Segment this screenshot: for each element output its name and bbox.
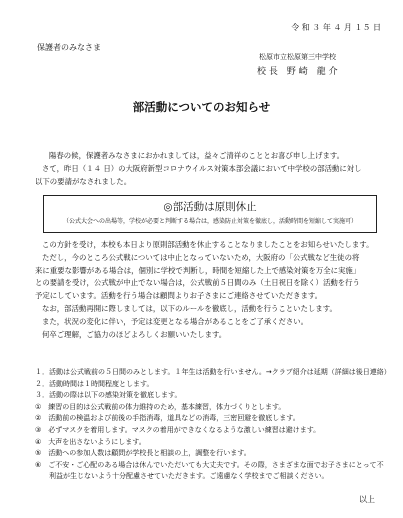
body-line: なお，部活動再開に際しましては，以下のルールを徹底し，活動を行うこといたします。 bbox=[42, 303, 337, 313]
rule-item: １．活動は公式戦前の５日間のみとします。１年生は活動を行いません。→クラブ紹介は延期（詳細は後日連絡） bbox=[35, 368, 391, 376]
closing-mark: 以上 bbox=[359, 495, 375, 504]
rule-subitem: ② 活動前の検温および前後の手指消毒，道具などの消毒，三密回避を徹底します。 bbox=[35, 414, 300, 423]
body-line: 来に重要な影響がある場合は，個別に学校で判断し，時間を短縮した上で感染対策を万全に実施」 bbox=[35, 265, 361, 275]
school-name: 松原市立松原第三中学校 bbox=[259, 53, 336, 61]
body-line: との要請を受け，公式戦が中止でない場合は，公式戦前５日間のみ（土日祝日を除く）活動を行う bbox=[35, 278, 360, 288]
body-line: また，状況の変化に伴い，予定は変更となる場合があることをご了承ください。 bbox=[42, 316, 309, 326]
rule-subitem: 利益が生じないよう十分配慮させていただきます。ご遠慮なく学校までご相談ください。 bbox=[35, 472, 329, 481]
rule-item: ３．活動の際は以下の感染対策を徹底します。 bbox=[35, 391, 182, 400]
intro-line: 陽春の候，保護者みなさまにおかれましては，益々ご清祥のこととお喜び申し上げます。 bbox=[49, 151, 345, 160]
intro-paragraph bbox=[35, 150, 385, 188]
issue-date: 令 和 ３ 年 ４ 月 １５ 日 bbox=[291, 23, 381, 32]
document-title: 部活動についてのお知らせ bbox=[132, 100, 271, 114]
rule-subitem: ③ 必ずマスクを着用します。マスクの着用ができなくなるような激しい練習は避けます。 bbox=[35, 425, 321, 434]
rule-subitem: ① 練習の目的は公式戦前の体力維持のため，基本練習，体力づくりとします。 bbox=[35, 402, 286, 411]
rule-subitem: ⑤ 活動への参加人数は顧問が学校長と相談の上，調整を行います。 bbox=[35, 449, 251, 458]
body-line: 何卒ご理解，ご協力のほどよろしくお願いいたします。 bbox=[42, 329, 227, 339]
rule-subitem: ④ 大声を出さないようにします。 bbox=[35, 437, 146, 446]
recipient-line: 保護者のみなさま bbox=[37, 43, 101, 52]
body-line: ただし，今のところ公式戦については中止となっていないため，大阪府の「公式戦など生徒の将 bbox=[42, 252, 360, 262]
rule-subitem: ⑥ ご不安・ご心配のある場合は休んでいただいても大丈夫です。その際，さまざまな面でお子さまにとって不 bbox=[35, 460, 384, 469]
rules-list bbox=[35, 367, 391, 483]
policy-headline: ◎部活動は原則休止 bbox=[163, 201, 257, 213]
intro-line: さて，昨日（１４ 日）の大阪府新型コロナウイルス対策本部会議において中学校の部活動に対し bbox=[42, 163, 362, 173]
body-line: 予定にしています。活動を行う場合は顧問よりお子さまにご連絡させていただきます。 bbox=[35, 291, 323, 301]
principal-name: 校 長 野 崎 龍 介 bbox=[257, 67, 338, 77]
policy-box bbox=[43, 195, 377, 233]
rule-item: ２．活動時間は１時間程度とします。 bbox=[35, 379, 154, 388]
body-paragraph bbox=[35, 239, 385, 341]
body-line: この方針を受け，本校も本日より原則部活動を休止することなりましたことをお知らせいたします。 bbox=[42, 240, 374, 249]
policy-note: （公式大会への出場等，学校が必要と判断する場合は，感染防止対策を徹底し，活動時間を短縮して実施可） bbox=[62, 218, 357, 225]
intro-line: 以下の要請がなされました。 bbox=[35, 176, 132, 186]
